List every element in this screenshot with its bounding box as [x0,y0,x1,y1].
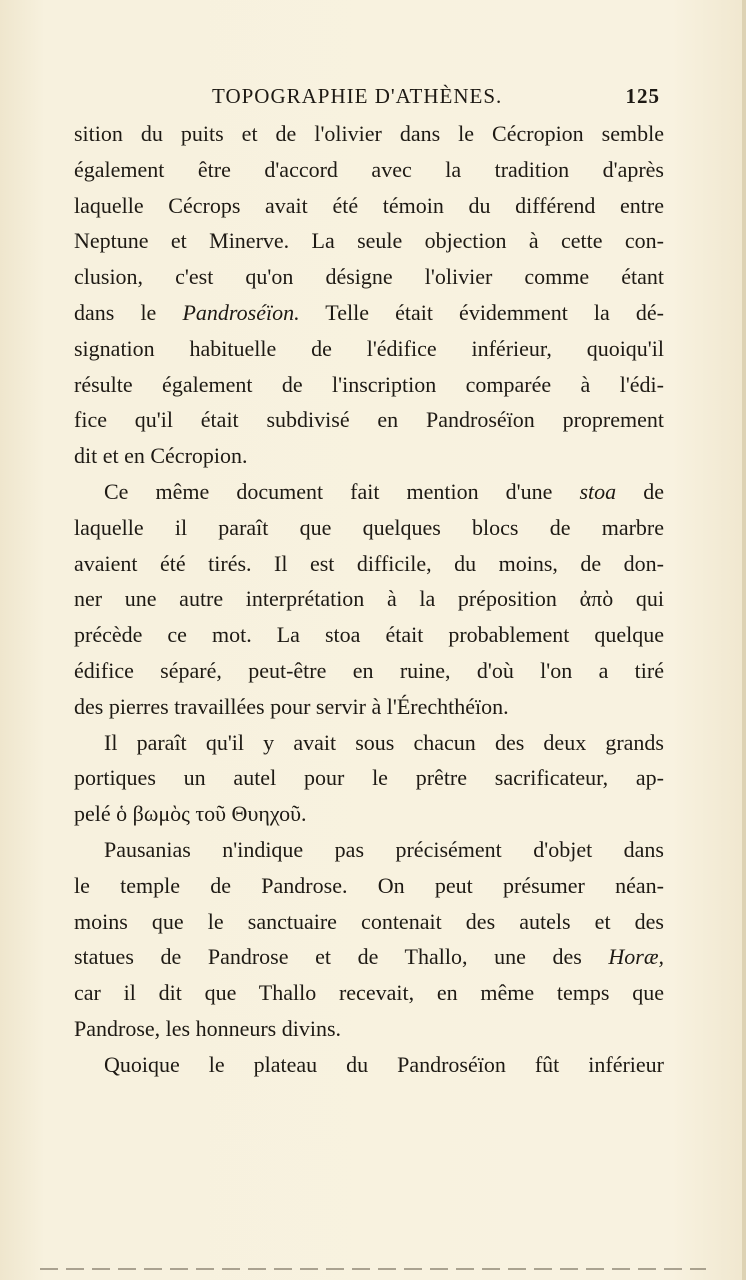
text-line: laquelle Cécrops avait été témoin du différend entre [74,192,664,218]
text-line: pelé ὁ βωμὸς τοῦ Θυηχοῦ. [74,801,307,827]
text-line: avaient été tirés. Il est difficile, du moins, de don- [74,550,664,576]
text-line: Il paraît qu'il y avait sous chacun des deux grands [104,729,664,755]
text-line: Neptune et Minerve. La seule objection à cette con- [74,228,664,254]
text-line: car il dit que Thallo recevait, en même temps que [74,980,664,1006]
text-line: Pausanias n'indique pas précisément d'objet dans [104,836,664,862]
running-header [74,84,660,114]
paragraph [74,832,664,1047]
running-title: TOPOGRAPHIE D'ATHÈNES. [212,84,503,108]
body-text [74,116,664,1083]
text-line: Ce même document fait mention d'une stoa de [104,478,665,504]
text-line: également être d'accord avec la tradition d'après [74,156,664,182]
text-line: dit et en Cécropion. [74,443,248,469]
text-line: ner une autre interprétation à la préposition ἀπὸ qui [74,586,664,612]
bottom-edge-rule [40,1268,706,1270]
text-line: édifice séparé, peut-être en ruine, d'où l'on a tiré [74,657,664,683]
text-line: dans le Pandroséïon. Telle était évidemment la dé- [74,299,665,325]
text-line: clusion, c'est qu'on désigne l'olivier comme étant [74,264,664,290]
paragraph [74,474,664,725]
page-number: 125 [625,84,660,108]
text-line: Pandrose, les honneurs divins. [74,1015,342,1041]
text-line: des pierres travaillées pour servir à l'Érechthéïon. [74,693,509,719]
text-line: signation habituelle de l'édifice inférieur, quoiqu'il [74,335,664,361]
text-line: sition du puits et de l'olivier dans le Cécropion semble [74,121,664,146]
text-line: précède ce mot. La stoa était probablement quelque [74,622,664,648]
text-line: portiques un autel pour le prêtre sacrificateur, ap- [74,765,664,791]
text-line: statues de Pandrose et de Thallo, une des Horæ, [74,944,664,970]
paragraph [74,1047,664,1083]
text-line: Quoique le plateau du Pandroséïon fût inférieur [104,1051,664,1077]
text-line: le temple de Pandrose. On peut présumer néan- [74,872,664,898]
paragraph [74,725,664,832]
page-edge [742,0,746,1280]
text-line: moins que le sanctuaire contenait des autels et des [74,908,664,934]
text-line: résulte également de l'inscription comparée à l'édi- [74,371,664,397]
text-line: laquelle il paraît que quelques blocs de marbre [74,514,664,540]
paragraph [74,116,664,474]
text-line: fice qu'il était subdivisé en Pandroséïon proprement [74,407,664,433]
